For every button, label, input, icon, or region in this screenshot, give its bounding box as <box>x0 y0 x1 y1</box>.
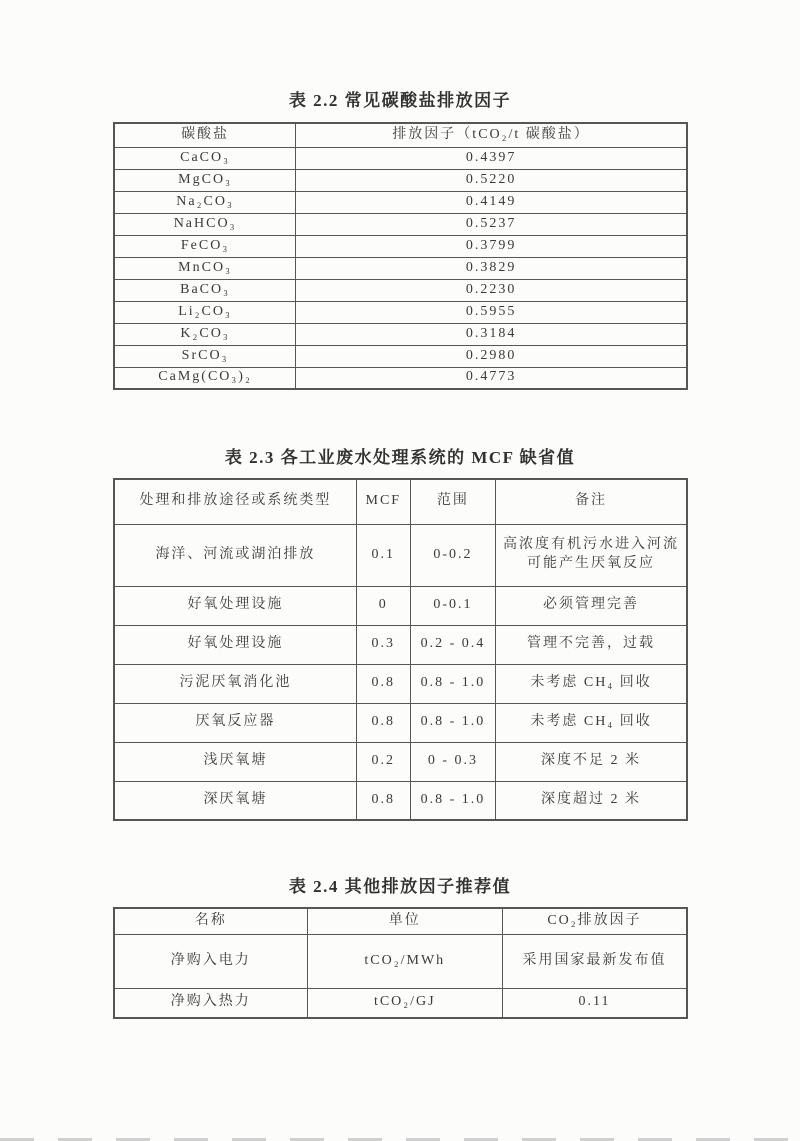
cell-value: 0.4773 <box>296 367 687 389</box>
cell-remark: 未考虑 CH₄ 回收 <box>496 703 687 742</box>
cell-remark: 深度超过 2 米 <box>496 781 687 820</box>
cell-remark: 高浓度有机污水进入河流可能产生厌氧反应 <box>496 524 687 586</box>
cell-range: 0 - 0.3 <box>410 742 495 781</box>
cell-formula: K₂CO₃ <box>114 323 296 345</box>
column-header-unit: 单位 <box>307 908 502 934</box>
column-header-range: 范围 <box>410 479 495 524</box>
cell-value: 0.3799 <box>296 235 687 257</box>
cell-remark: 深度不足 2 米 <box>496 742 687 781</box>
column-header-name: 名称 <box>114 908 307 934</box>
cell-range: 0-0.1 <box>410 586 495 625</box>
cell-range: 0.8 - 1.0 <box>410 664 495 703</box>
cell-system: 深厌氧塘 <box>114 781 356 820</box>
cell-formula: MgCO₃ <box>114 169 296 191</box>
cell-value: 0.2230 <box>296 279 687 301</box>
cell-system: 浅厌氧塘 <box>114 742 356 781</box>
cell-formula: SrCO₃ <box>114 345 296 367</box>
cell-formula: FeCO₃ <box>114 235 296 257</box>
table-row <box>114 279 687 301</box>
cell-range: 0.2 - 0.4 <box>410 625 495 664</box>
cell-remark: 必须管理完善 <box>496 586 687 625</box>
cell-mcf: 0.8 <box>356 703 410 742</box>
cell-formula: Na₂CO₃ <box>114 191 296 213</box>
table-row <box>114 345 687 367</box>
cell-formula: CaMg(CO₃)₂ <box>114 367 296 389</box>
cell-factor: 0.11 <box>502 988 687 1018</box>
cell-range: 0.8 - 1.0 <box>410 703 495 742</box>
wastewater-mcf-table <box>113 478 688 821</box>
table-row <box>114 213 687 235</box>
table-row <box>114 257 687 279</box>
column-header-system-type: 处理和排放途径或系统类型 <box>114 479 356 524</box>
table-row <box>114 169 687 191</box>
cell-range: 0.8 - 1.0 <box>410 781 495 820</box>
cell-formula: NaHCO₃ <box>114 213 296 235</box>
cell-mcf: 0.8 <box>356 664 410 703</box>
column-header-carbonate: 碳酸盐 <box>114 123 296 147</box>
cell-unit: tCO₂/MWh <box>307 934 502 988</box>
cell-mcf: 0 <box>356 586 410 625</box>
table-2-3-caption: 表 2.3 各工业废水处理系统的 MCF 缺省值 <box>224 448 576 467</box>
cell-mcf: 0.3 <box>356 625 410 664</box>
cell-value: 0.5955 <box>296 301 687 323</box>
cell-name: 净购入热力 <box>114 988 307 1018</box>
table-header-row <box>114 479 687 524</box>
table-row <box>114 586 687 625</box>
cell-value: 0.4149 <box>296 191 687 213</box>
table-header-row <box>114 123 687 147</box>
cell-value: 0.3184 <box>296 323 687 345</box>
table-row <box>114 524 687 586</box>
table-row <box>114 301 687 323</box>
cell-factor: 采用国家最新发布值 <box>502 934 687 988</box>
table-row <box>114 323 687 345</box>
column-header-emission-factor: 排放因子（tCO₂/t 碳酸盐） <box>296 123 687 147</box>
cell-formula: BaCO₃ <box>114 279 296 301</box>
carbonate-emission-factor-table <box>113 122 688 390</box>
column-header-mcf: MCF <box>356 479 410 524</box>
cell-value: 0.4397 <box>296 147 687 169</box>
table-row <box>114 703 687 742</box>
cell-formula: CaCO₃ <box>114 147 296 169</box>
table-row <box>114 781 687 820</box>
table-header-row <box>114 908 687 934</box>
column-header-remark: 备注 <box>496 479 687 524</box>
cell-value: 0.3829 <box>296 257 687 279</box>
cell-value: 0.5237 <box>296 213 687 235</box>
cell-mcf: 0.1 <box>356 524 410 586</box>
table-row <box>114 191 687 213</box>
cell-remark: 未考虑 CH₄ 回收 <box>496 664 687 703</box>
cell-system: 海洋、河流或湖泊排放 <box>114 524 356 586</box>
table-row <box>114 742 687 781</box>
cell-value: 0.5220 <box>296 169 687 191</box>
cell-name: 净购入电力 <box>114 934 307 988</box>
cell-system: 好氧处理设施 <box>114 586 356 625</box>
table-row <box>114 147 687 169</box>
table-row <box>114 988 687 1018</box>
other-emission-factor-table <box>113 907 688 1019</box>
column-header-co2-factor: CO₂排放因子 <box>502 908 687 934</box>
cell-unit: tCO₂/GJ <box>307 988 502 1018</box>
table-2-2-caption: 表 2.2 常见碳酸盐排放因子 <box>288 91 512 110</box>
table-row <box>114 367 687 389</box>
cell-remark: 管理不完善，过载 <box>496 625 687 664</box>
cell-system: 污泥厌氧消化池 <box>114 664 356 703</box>
cell-system: 好氧处理设施 <box>114 625 356 664</box>
cell-system: 厌氧反应器 <box>114 703 356 742</box>
table-row <box>114 235 687 257</box>
cell-range: 0-0.2 <box>410 524 495 586</box>
table-row <box>114 934 687 988</box>
cell-value: 0.2980 <box>296 345 687 367</box>
cell-mcf: 0.2 <box>356 742 410 781</box>
cell-formula: Li₂CO₃ <box>114 301 296 323</box>
table-2-4-caption: 表 2.4 其他排放因子推荐值 <box>288 877 512 896</box>
table-row <box>114 625 687 664</box>
cell-mcf: 0.8 <box>356 781 410 820</box>
table-row <box>114 664 687 703</box>
cell-formula: MnCO₃ <box>114 257 296 279</box>
